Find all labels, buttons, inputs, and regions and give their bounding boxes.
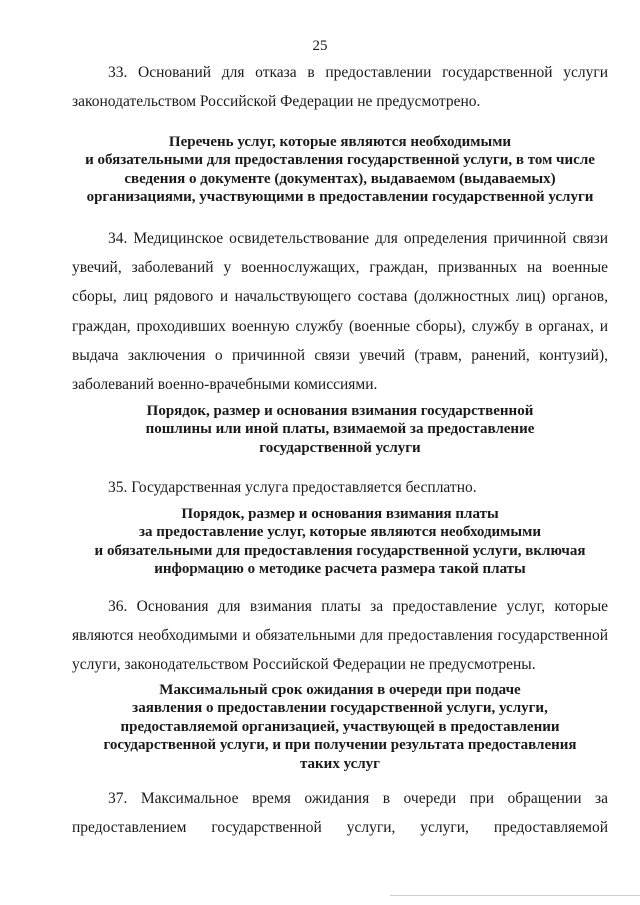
heading-line: государственной услуги, и при получении результата предоставления — [103, 737, 577, 754]
heading-line: заявления о предоставлении государственной услуги, услуги, — [132, 700, 548, 717]
heading-max-wait-time — [60, 681, 620, 773]
paragraph-35: 35. Государственная услуга предоставляется бесплатно. — [108, 479, 477, 496]
heading-fee-for-services — [60, 505, 620, 579]
heading-line: предоставляемой организацией, участвующей в предоставлении — [120, 718, 560, 735]
heading-line: организациями, участвующими в предоставлении государственной услуги — [86, 189, 594, 206]
heading-line: за предоставление услуг, которые являются необходимыми — [139, 524, 541, 541]
heading-line: и обязательными для предоставления государственной услуги, в том числе — [85, 152, 595, 169]
heading-line: Максимальный срок ожидания в очереди при подаче — [159, 682, 521, 698]
heading-line: государственной услуги — [259, 439, 421, 456]
heading-line: и обязательными для предоставления государственной услуги, включая — [94, 542, 586, 559]
paragraph-36: 36. Основания для взимания платы за предоставление услуг, которые являются необходимыми и обязательными для предоставления государственной услуги, законодательством Российской Федерации не предусмотрены. — [72, 598, 608, 674]
heading-line: пошлины или иной платы, взимаемой за предоставление — [145, 421, 535, 438]
heading-list-of-services — [60, 133, 620, 207]
paragraph-34: 34. Медицинское освидетельствование для определения причинной связи увечий, заболеваний у военнослужащих, граждан, призванных на военные сборы, лиц рядового и начальствующего состава (должностных лиц) органов, граждан, проходивших военную службу (военные сборы), службу в органах, и выдача заключения о причинной связи увечий (травм, ранений, контузий), заболеваний военно-врачебными комиссиями. — [72, 230, 608, 394]
heading-line: Порядок, размер и основания взимания платы — [181, 506, 499, 522]
heading-line: сведения о документе (документах), выдаваемом (выдаваемых) — [124, 170, 556, 187]
page-bottom-divider — [390, 895, 640, 896]
paragraph-33: 33. Оснований для отказа в предоставлении государственной услуги законодательством Российской Федерации не предусмотрено. — [72, 64, 608, 111]
heading-line: Перечень услуг, которые являются необходимыми — [168, 134, 512, 150]
heading-line: таких услуг — [299, 755, 380, 772]
heading-line: информацию о методике расчета размера такой платы — [154, 561, 526, 578]
page-number: 25 — [312, 38, 328, 54]
heading-state-fee — [60, 402, 620, 457]
heading-line: Порядок, размер и основания взимания государственной — [146, 403, 534, 419]
paragraph-37: 37. Максимальное время ожидания в очереди при обращении за предоставлением государственной услуги, услуги, предоставляемой — [72, 790, 608, 837]
